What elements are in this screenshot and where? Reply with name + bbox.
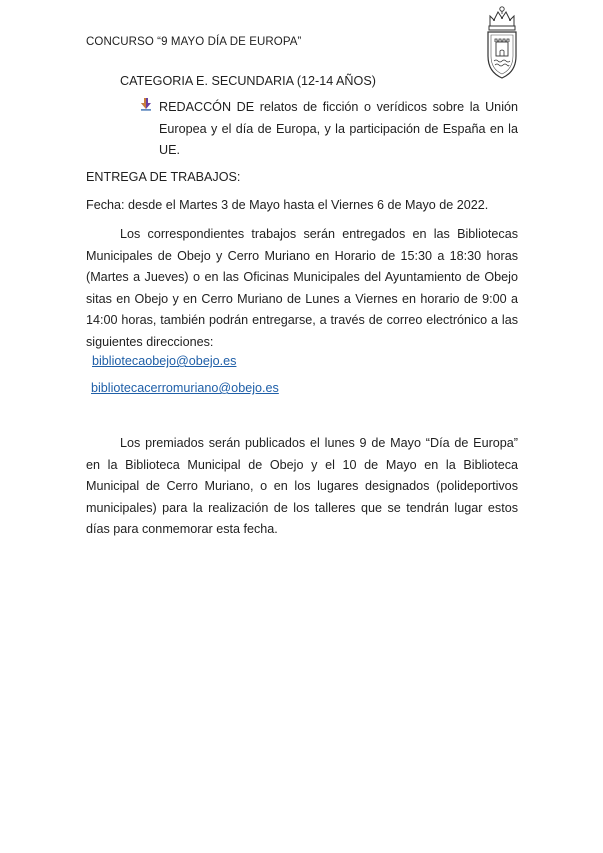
delivery-date: Fecha: desde el Martes 3 de Mayo hasta el Viernes 6 de Mayo de 2022. [86, 198, 489, 212]
delivery-heading: ENTREGA DE TRABAJOS: [86, 170, 241, 184]
bullet-item-text: REDACCÓN DE relatos de ficción o verídicos sobre la Unión Europea y el día de Europa, y la participación de España en la UE. [159, 100, 518, 158]
category-heading: CATEGORIA E. SECUNDARIA (12-14 AÑOS) [120, 74, 376, 88]
email-link-biblioteca-cerro-muriano[interactable]: bibliotecacerromuriano@obejo.es [91, 381, 279, 395]
contest-title: CONCURSO “9 MAYO DÍA DE EUROPA” [86, 36, 302, 48]
bullet-arrow-icon [139, 97, 153, 111]
coat-of-arms-icon [482, 4, 522, 82]
email-link-biblioteca-obejo[interactable]: bibliotecaobejo@obejo.es [92, 354, 237, 368]
delivery-paragraph: Los correspondientes trabajos serán entregados en las Bibliotecas Municipales de Obejo y Cerro Muriano en Horario de 15:30 a 18:30 horas (Martes a Jueves) o en las Oficinas Municipales del Ayuntamiento de Obejo sitas en Obejo y en Cerro Muriano de Lunes a Viernes en horario de 9:00 a 14:00 horas, también podrán entregarse, a través de correo electrónico a las siguientes direcciones: [86, 227, 518, 349]
winners-paragraph: Los premiados serán publicados el lunes 9 de Mayo “Día de Europa” en la Biblioteca Municipal de Obejo y el 10 de Mayo en la Biblioteca Municipal de Cerro Muriano, o en los lugares designados (polideportivos municipales) para la realización de los talleres que se tendrán lugar estos días para conmemorar esta fecha. [86, 436, 518, 537]
